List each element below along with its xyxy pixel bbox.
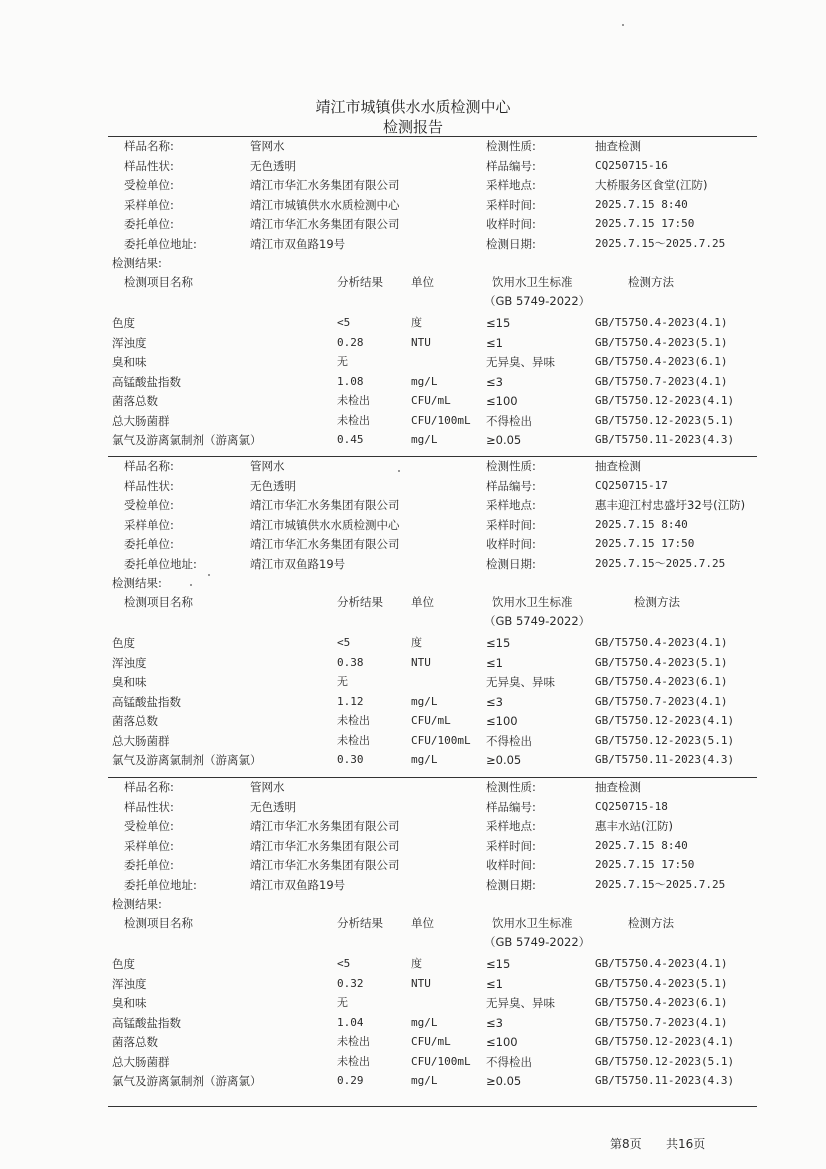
table-cell-item: 氯气及游离氯制剂（游离氯） <box>112 1074 262 1088</box>
table-cell-unit: 度 <box>411 316 422 329</box>
report-subtitle: 检测报告 <box>382 118 443 136</box>
table-cell-item: 色度 <box>112 636 135 650</box>
table-cell-method: GB/T5750.7-2023(4.1) <box>595 694 728 708</box>
table-cell-standard: 无异臭、异味 <box>486 675 555 689</box>
field-label-location: 采样地点: <box>486 178 536 192</box>
table-cell-standard: ≥0.05 <box>486 433 522 447</box>
field-label-nature: 检测性质: <box>486 139 536 153</box>
results-label: 检测结果: <box>112 576 162 590</box>
field-value-receive-time: 2025.7.15 17:50 <box>595 217 695 230</box>
table-cell-unit: NTU <box>411 655 431 669</box>
table-cell-standard: ≤100 <box>486 394 518 408</box>
col-header-unit: 单位 <box>411 275 434 289</box>
field-value-client-unit: 靖江市华汇水务集团有限公司 <box>250 217 400 231</box>
table-cell-result: 未检出 <box>337 1035 370 1048</box>
field-label-sampling-unit: 采样单位: <box>124 197 174 212</box>
table-cell-item: 色度 <box>112 957 135 971</box>
field-label-client-unit: 委托单位: <box>124 858 174 872</box>
table-cell-unit: mg/L <box>411 433 438 446</box>
field-value-sample-name: 管网水 <box>250 459 285 473</box>
table-cell-method: GB/T5750.4-2023(4.1) <box>595 957 728 970</box>
table-cell-result: 0.28 <box>337 335 364 349</box>
field-label-receive-time: 收样时间: <box>486 858 536 872</box>
col-header-standard-code: （GB 5749-2022） <box>484 935 591 949</box>
field-label-sample-name: 样品名称: <box>124 459 174 473</box>
field-value-receive-time: 2025.7.15 17:50 <box>595 537 695 550</box>
table-cell-unit: mg/L <box>411 1015 438 1029</box>
field-value-client-address: 靖江市双鱼路19号 <box>250 236 346 251</box>
table-cell-result: 无 <box>337 675 348 688</box>
table-cell-method: GB/T5750.12-2023(4.1) <box>595 1035 735 1048</box>
table-cell-method: GB/T5750.7-2023(4.1) <box>595 374 728 388</box>
field-value-test-date: 2025.7.15～2025.7.25 <box>595 556 726 570</box>
field-value-sample-no: CQ250715-17 <box>595 478 668 492</box>
table-cell-unit: mg/L <box>411 374 438 388</box>
field-label-sampling-time: 采样时间: <box>486 838 536 853</box>
table-cell-standard: ≤100 <box>486 714 518 728</box>
table-cell-item: 总大肠菌群 <box>112 733 170 748</box>
field-value-location: 大桥服务区食堂(江防) <box>595 178 708 192</box>
table-cell-result: <5 <box>337 316 351 329</box>
table-cell-item: 浑浊度 <box>112 335 147 350</box>
page-number: 第8页 <box>610 1137 642 1151</box>
table-cell-standard: ≤1 <box>486 335 503 350</box>
table-cell-item: 高锰酸盐指数 <box>112 694 181 709</box>
table-cell-item: 总大肠菌群 <box>112 1054 170 1069</box>
col-header-item: 检测项目名称 <box>124 275 193 289</box>
table-cell-result: 未检出 <box>337 413 370 427</box>
table-cell-standard: ≤1 <box>486 976 503 991</box>
section-rule <box>108 777 757 778</box>
table-cell-result: 未检出 <box>337 733 370 747</box>
field-label-sample-props: 样品性状: <box>124 158 174 173</box>
table-cell-standard: 无异臭、异味 <box>486 355 555 369</box>
table-cell-unit: mg/L <box>411 1074 438 1087</box>
field-value-client-unit: 靖江市华汇水务集团有限公司 <box>250 858 400 872</box>
table-cell-item: 菌落总数 <box>112 714 158 728</box>
table-cell-method: GB/T5750.4-2023(5.1) <box>595 335 728 349</box>
table-cell-result: 0.45 <box>337 433 364 446</box>
table-cell-method: GB/T5750.4-2023(6.1) <box>595 675 728 688</box>
table-cell-result: <5 <box>337 636 351 649</box>
field-value-sample-props: 无色透明 <box>250 799 296 814</box>
table-cell-item: 浑浊度 <box>112 976 147 991</box>
results-label: 检测结果: <box>112 256 162 270</box>
field-value-inspected-unit: 靖江市华汇水务集团有限公司 <box>250 819 400 833</box>
field-value-sampling-time: 2025.7.15 8:40 <box>595 197 688 211</box>
table-cell-item: 总大肠菌群 <box>112 413 170 428</box>
table-cell-method: GB/T5750.11-2023(4.3) <box>595 753 735 766</box>
field-label-sample-name: 样品名称: <box>124 780 174 794</box>
field-label-client-address: 委托单位地址: <box>124 556 197 571</box>
table-cell-item: 浑浊度 <box>112 655 147 670</box>
table-cell-method: GB/T5750.4-2023(6.1) <box>595 996 728 1009</box>
table-cell-result: 未检出 <box>337 714 370 727</box>
field-label-sampling-unit: 采样单位: <box>124 838 174 853</box>
col-header-method: 检测方法 <box>628 916 674 930</box>
table-cell-item: 高锰酸盐指数 <box>112 374 181 389</box>
field-label-test-date: 检测日期: <box>486 556 536 571</box>
col-header-item: 检测项目名称 <box>124 595 193 609</box>
table-cell-method: GB/T5750.12-2023(5.1) <box>595 1054 735 1068</box>
field-label-client-address: 委托单位地址: <box>124 236 197 251</box>
col-header-result: 分析结果 <box>337 275 383 289</box>
results-label: 检测结果: <box>112 897 162 911</box>
table-cell-standard: ≤100 <box>486 1035 518 1049</box>
field-value-sampling-unit: 靖江市华汇水务集团有限公司 <box>250 838 400 853</box>
col-header-result: 分析结果 <box>337 916 383 930</box>
table-cell-standard: 不得检出 <box>486 1054 532 1069</box>
table-cell-item: 菌落总数 <box>112 394 158 408</box>
col-header-unit: 单位 <box>411 916 434 930</box>
field-label-test-date: 检测日期: <box>486 236 536 251</box>
table-cell-method: GB/T5750.12-2023(5.1) <box>595 413 735 427</box>
table-cell-result: 1.12 <box>337 694 364 708</box>
field-value-nature: 抽查检测 <box>595 780 641 794</box>
field-label-sampling-time: 采样时间: <box>486 197 536 212</box>
table-cell-standard: ≤15 <box>486 957 511 971</box>
table-cell-method: GB/T5750.12-2023(4.1) <box>595 714 735 727</box>
table-cell-result: 1.04 <box>337 1015 364 1029</box>
table-cell-result: 0.38 <box>337 655 364 669</box>
field-value-inspected-unit: 靖江市华汇水务集团有限公司 <box>250 498 400 512</box>
field-value-sample-name: 管网水 <box>250 780 285 794</box>
field-label-sample-props: 样品性状: <box>124 478 174 493</box>
table-cell-standard: 不得检出 <box>486 733 532 748</box>
table-cell-unit: CFU/100mL <box>411 733 471 747</box>
field-value-inspected-unit: 靖江市华汇水务集团有限公司 <box>250 178 400 192</box>
scan-speck <box>208 574 210 576</box>
field-value-receive-time: 2025.7.15 17:50 <box>595 858 695 871</box>
table-cell-unit: CFU/mL <box>411 394 451 407</box>
field-label-test-date: 检测日期: <box>486 877 536 892</box>
table-cell-result: 未检出 <box>337 394 370 407</box>
col-header-item: 检测项目名称 <box>124 916 193 930</box>
table-cell-standard: ≤1 <box>486 655 503 670</box>
table-cell-standard: ≤3 <box>486 1015 503 1030</box>
table-cell-method: GB/T5750.12-2023(5.1) <box>595 733 735 747</box>
table-cell-standard: ≤15 <box>486 316 511 330</box>
table-cell-result: 0.29 <box>337 1074 364 1087</box>
field-label-inspected-unit: 受检单位: <box>124 498 174 512</box>
field-label-location: 采样地点: <box>486 819 536 833</box>
table-cell-unit: mg/L <box>411 694 438 708</box>
table-cell-unit: CFU/100mL <box>411 413 471 427</box>
table-cell-standard: ≥0.05 <box>486 1074 522 1088</box>
table-cell-unit: 度 <box>411 636 422 649</box>
col-header-result: 分析结果 <box>337 595 383 609</box>
field-value-location: 惠丰迎江村忠盛圩32号(江防) <box>595 498 746 512</box>
field-value-client-unit: 靖江市华汇水务集团有限公司 <box>250 537 400 551</box>
field-label-receive-time: 收样时间: <box>486 537 536 551</box>
field-value-sample-props: 无色透明 <box>250 478 296 493</box>
scan-speck <box>622 24 624 26</box>
field-value-sample-name: 管网水 <box>250 139 285 153</box>
table-cell-standard: 不得检出 <box>486 413 532 428</box>
table-cell-result: <5 <box>337 957 351 970</box>
field-label-sample-props: 样品性状: <box>124 799 174 814</box>
field-value-test-date: 2025.7.15～2025.7.25 <box>595 236 726 250</box>
field-value-sampling-time: 2025.7.15 8:40 <box>595 838 688 852</box>
field-label-sample-no: 样品编号: <box>486 799 536 814</box>
table-cell-result: 无 <box>337 355 348 368</box>
table-cell-result: 0.32 <box>337 976 364 990</box>
table-cell-unit: CFU/mL <box>411 714 451 727</box>
table-cell-method: GB/T5750.11-2023(4.3) <box>595 433 735 446</box>
col-header-standard: 饮用水卫生标准 <box>492 595 573 609</box>
table-cell-unit: 度 <box>411 957 422 970</box>
field-value-client-address: 靖江市双鱼路19号 <box>250 556 346 571</box>
table-cell-item: 色度 <box>112 316 135 330</box>
field-value-location: 惠丰水站(江防) <box>595 819 673 833</box>
field-label-receive-time: 收样时间: <box>486 217 536 231</box>
table-cell-item: 菌落总数 <box>112 1035 158 1049</box>
field-label-location: 采样地点: <box>486 498 536 512</box>
col-header-standard-code: （GB 5749-2022） <box>484 294 591 308</box>
field-value-nature: 抽查检测 <box>595 139 641 153</box>
table-cell-result: 0.30 <box>337 753 364 766</box>
field-label-nature: 检测性质: <box>486 459 536 473</box>
table-cell-standard: ≤15 <box>486 636 511 650</box>
field-label-client-unit: 委托单位: <box>124 537 174 551</box>
field-label-sample-no: 样品编号: <box>486 158 536 173</box>
table-cell-method: GB/T5750.4-2023(5.1) <box>595 655 728 669</box>
field-label-sample-name: 样品名称: <box>124 139 174 153</box>
table-cell-standard: ≤3 <box>486 374 503 389</box>
field-value-nature: 抽查检测 <box>595 459 641 473</box>
table-cell-item: 臭和味 <box>112 675 147 689</box>
table-cell-unit: CFU/mL <box>411 1035 451 1048</box>
field-label-nature: 检测性质: <box>486 780 536 794</box>
table-cell-item: 氯气及游离氯制剂（游离氯） <box>112 433 262 447</box>
field-value-test-date: 2025.7.15～2025.7.25 <box>595 877 726 891</box>
table-cell-method: GB/T5750.12-2023(4.1) <box>595 394 735 407</box>
field-value-sample-props: 无色透明 <box>250 158 296 173</box>
field-value-sample-no: CQ250715-16 <box>595 158 668 172</box>
field-value-sampling-unit: 靖江市城镇供水水质检测中心 <box>250 517 400 532</box>
col-header-method: 检测方法 <box>628 275 674 289</box>
table-cell-item: 氯气及游离氯制剂（游离氯） <box>112 753 262 767</box>
table-cell-unit: NTU <box>411 976 431 990</box>
field-label-client-unit: 委托单位: <box>124 217 174 231</box>
table-cell-unit: mg/L <box>411 753 438 766</box>
table-cell-item: 臭和味 <box>112 996 147 1010</box>
page-total: 共16页 <box>666 1137 706 1151</box>
col-header-standard: 饮用水卫生标准 <box>492 275 573 289</box>
table-cell-result: 1.08 <box>337 374 364 388</box>
table-cell-method: GB/T5750.4-2023(5.1) <box>595 976 728 990</box>
table-cell-result: 未检出 <box>337 1054 370 1068</box>
table-cell-unit: NTU <box>411 335 431 349</box>
field-label-sample-no: 样品编号: <box>486 478 536 493</box>
col-header-unit: 单位 <box>411 595 434 609</box>
col-header-standard: 饮用水卫生标准 <box>492 916 573 930</box>
col-header-method: 检测方法 <box>634 595 680 609</box>
field-value-sampling-unit: 靖江市城镇供水水质检测中心 <box>250 197 400 212</box>
field-label-sampling-time: 采样时间: <box>486 517 536 532</box>
table-cell-method: GB/T5750.4-2023(4.1) <box>595 636 728 649</box>
table-cell-method: GB/T5750.4-2023(6.1) <box>595 355 728 368</box>
table-cell-method: GB/T5750.4-2023(4.1) <box>595 316 728 329</box>
table-cell-method: GB/T5750.11-2023(4.3) <box>595 1074 735 1087</box>
field-label-sampling-unit: 采样单位: <box>124 517 174 532</box>
field-label-inspected-unit: 受检单位: <box>124 178 174 192</box>
table-cell-item: 臭和味 <box>112 355 147 369</box>
report-title: 靖江市城镇供水水质检测中心 <box>315 98 511 116</box>
field-value-sampling-time: 2025.7.15 8:40 <box>595 517 688 531</box>
table-cell-standard: ≤3 <box>486 694 503 709</box>
table-cell-standard: ≥0.05 <box>486 753 522 767</box>
table-cell-result: 无 <box>337 996 348 1009</box>
table-cell-method: GB/T5750.7-2023(4.1) <box>595 1015 728 1029</box>
scan-speck <box>190 584 192 586</box>
table-cell-item: 高锰酸盐指数 <box>112 1015 181 1030</box>
table-cell-standard: 无异臭、异味 <box>486 996 555 1010</box>
field-value-client-address: 靖江市双鱼路19号 <box>250 877 346 892</box>
field-value-sample-no: CQ250715-18 <box>595 799 668 813</box>
bottom-rule <box>108 1106 757 1107</box>
scan-speck <box>398 470 400 472</box>
section-rule <box>108 456 757 457</box>
field-label-inspected-unit: 受检单位: <box>124 819 174 833</box>
col-header-standard-code: （GB 5749-2022） <box>484 614 591 628</box>
field-label-client-address: 委托单位地址: <box>124 877 197 892</box>
table-cell-unit: CFU/100mL <box>411 1054 471 1068</box>
section-rule <box>108 136 757 137</box>
